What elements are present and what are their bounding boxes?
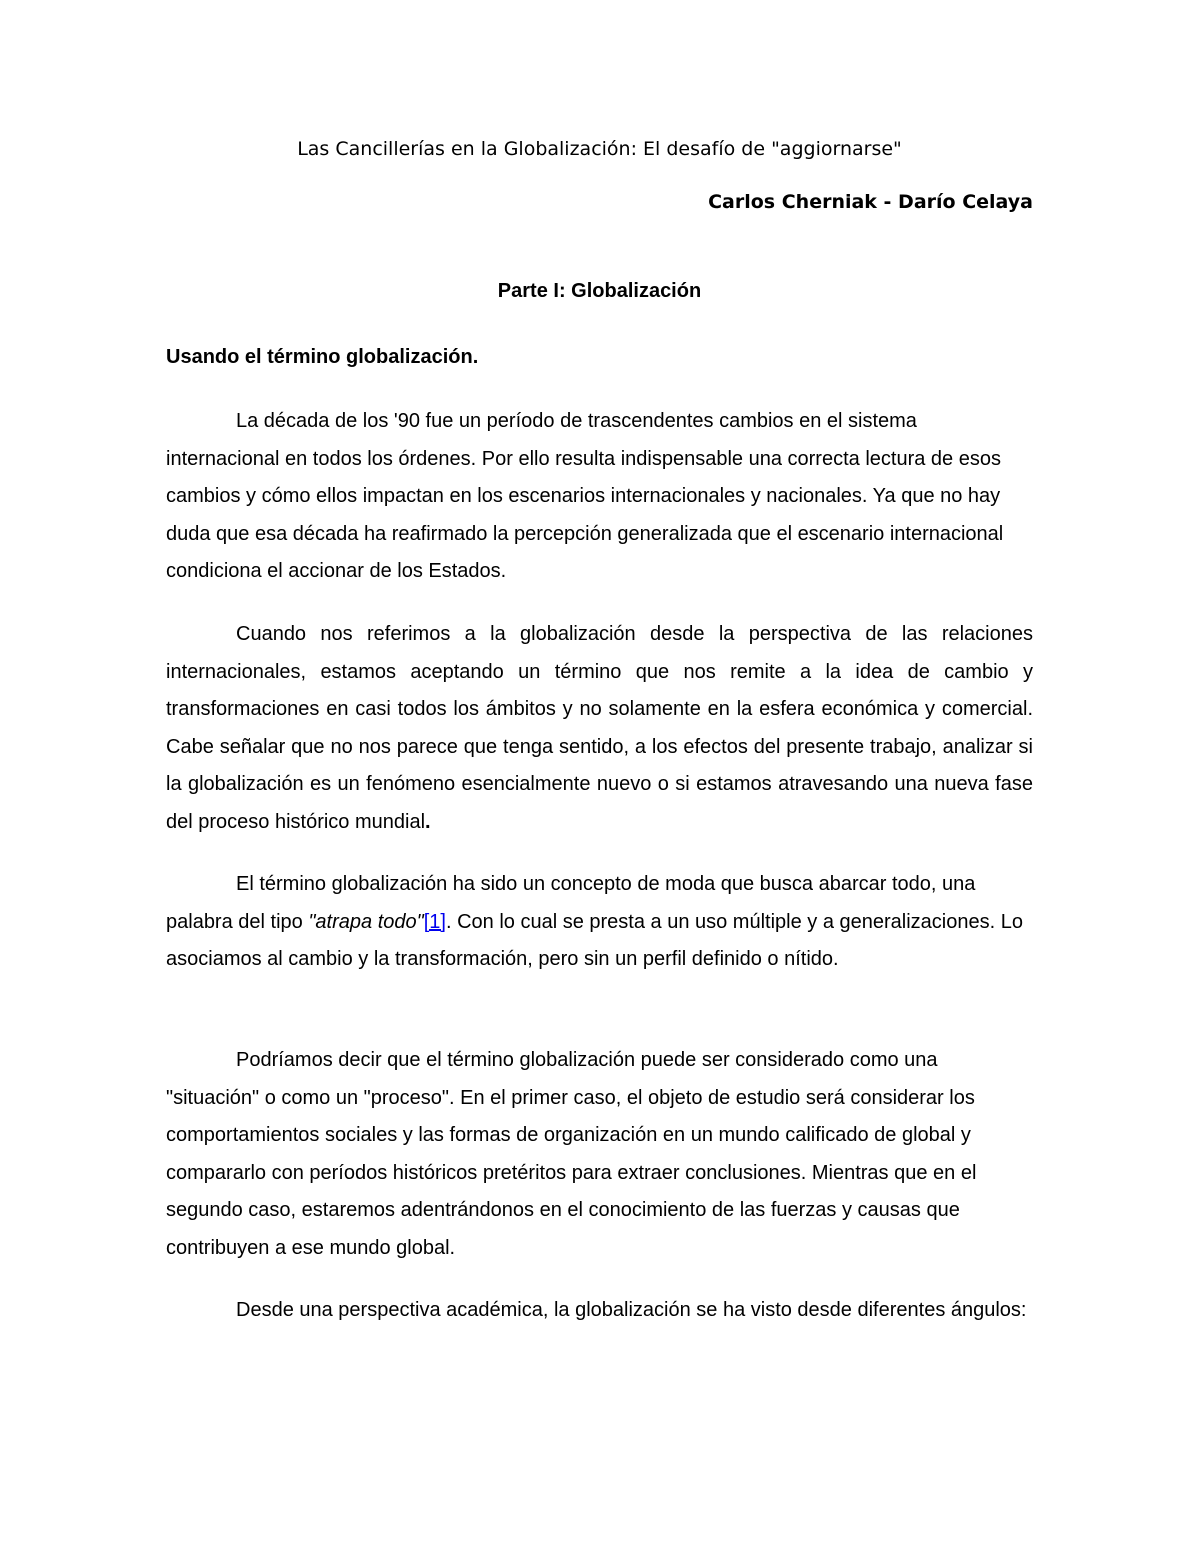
paragraph-2-period: . (425, 810, 431, 833)
paragraph-3-text-start: El término globalización ha sido un concepto de moda que busca abarcar todo, una palabra del tipo (166, 873, 976, 933)
paragraph-3-text-end: . Con lo cual se presta a un uso múltiple y a generalizaciones. Lo asociamos al cambio y la transformación, pero sin un perfil definido o nítido. (166, 910, 1023, 970)
paragraph-2 (166, 616, 1033, 841)
section-heading: Usando el término globalización. (166, 346, 479, 368)
document-title: Las Cancillerías en la Globalización: El desafío de "aggiornarse" (297, 138, 902, 160)
paragraph-2-text: Cuando nos referimos a la globalización desde la perspectiva de las relaciones internacionales, estamos aceptando un término que nos remite a la idea de cambio y transformaciones en casi todos los ámbitos y no solamente en la esfera económica y comercial. Cabe señalar que no nos parece que tenga sentido, a los efectos del presente trabajo, analizar si la globalización es un fenómeno esencialmente nuevo o si estamos atravesando una nueva fase del proceso histórico mundial (166, 623, 1033, 833)
footnote-link-1[interactable]: [1] (423, 910, 446, 933)
document-authors: Carlos Cherniak - Darío Celaya (708, 191, 1033, 213)
paragraph-3-italic-quote: "atrapa todo" (308, 910, 424, 933)
paragraph-3 (166, 866, 1033, 979)
paragraph-1: La década de los '90 fue un período de trascendentes cambios en el sistema internacional en todos los órdenes. Por ello resulta indispensable una correcta lectura de esos cambios y cómo ellos impactan en los escenarios internacionales y nacionales. Ya que no hay duda que esa década ha reafirmado la percepción generalizada que el escenario internacional condiciona el accionar de los Estados. (166, 410, 1004, 582)
part-heading: Parte I: Globalización (497, 280, 702, 302)
paragraph-5: Desde una perspectiva académica, la globalización se ha visto desde diferentes ángulos: (236, 1299, 1027, 1321)
paragraph-4: Podríamos decir que el término globalización puede ser considerado como una "situación" o como un "proceso". En el primer caso, el objeto de estudio será considerar los comportamientos sociales y las formas de organización en un mundo calificado de global y compararlo con períodos históricos pretéritos para extraer conclusiones. Mientras que en el segundo caso, estaremos adentrándonos en el conocimiento de las fuerzas y causas que contribuyen a ese mundo global. (166, 1049, 977, 1259)
